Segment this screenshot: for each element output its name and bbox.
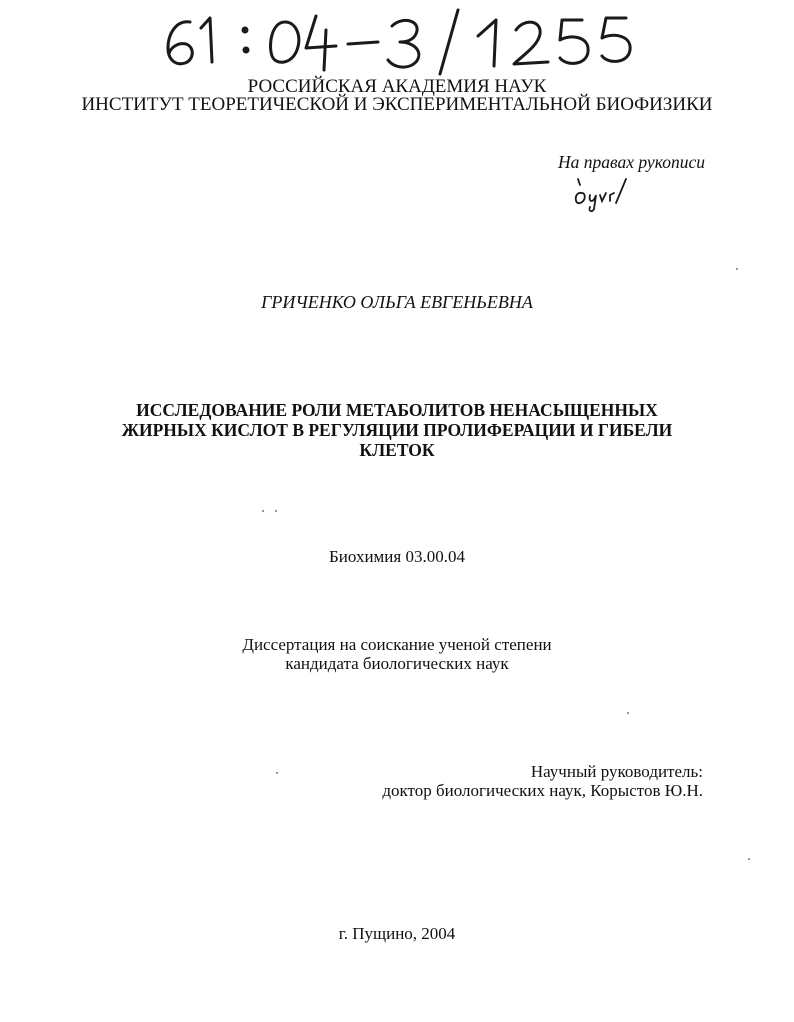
author-name: ГРИЧЕНКО ОЛЬГА ЕВГЕНЬЕВНА [261,292,533,312]
scan-speck [748,858,750,860]
scan-speck [736,268,738,270]
supervisor-name: доктор биологических наук, Корыстов Ю.Н. [382,781,703,800]
institution-name: РОССИЙСКАЯ АКАДЕМИЯ НАУК [247,76,547,97]
scan-speck [262,510,264,512]
dissertation-title-line1: ИССЛЕДОВАНИЕ РОЛИ МЕТАБОЛИТОВ НЕНАСЫЩЕННЫХ [136,400,658,420]
manuscript-rights-note: На правах рукописи [558,152,705,172]
degree-line1: Диссертация на соискание ученой степени [242,635,552,654]
scan-speck [276,772,278,774]
scan-speck [627,712,629,714]
specialty-code: Биохимия 03.00.04 [329,547,465,566]
dissertation-title-line2: ЖИРНЫХ КИСЛОТ В РЕГУЛЯЦИИ ПРОЛИФЕРАЦИИ И ГИБЕЛИ [121,420,673,440]
supervisor-label: Научный руководитель: [530,762,703,781]
handwritten-archive-number [0,0,794,80]
institute-name: ИНСТИТУТ ТЕОРЕТИЧЕСКОЙ И ЭКСПЕРИМЕНТАЛЬНОЙ БИОФИЗИКИ [81,94,713,115]
place-and-year: г. Пущино, 2004 [338,924,456,943]
dissertation-title-line3: КЛЕТОК [359,440,435,460]
scan-speck [275,510,277,512]
degree-line2: кандидата биологических наук [285,654,509,673]
signature-mark [570,175,630,215]
